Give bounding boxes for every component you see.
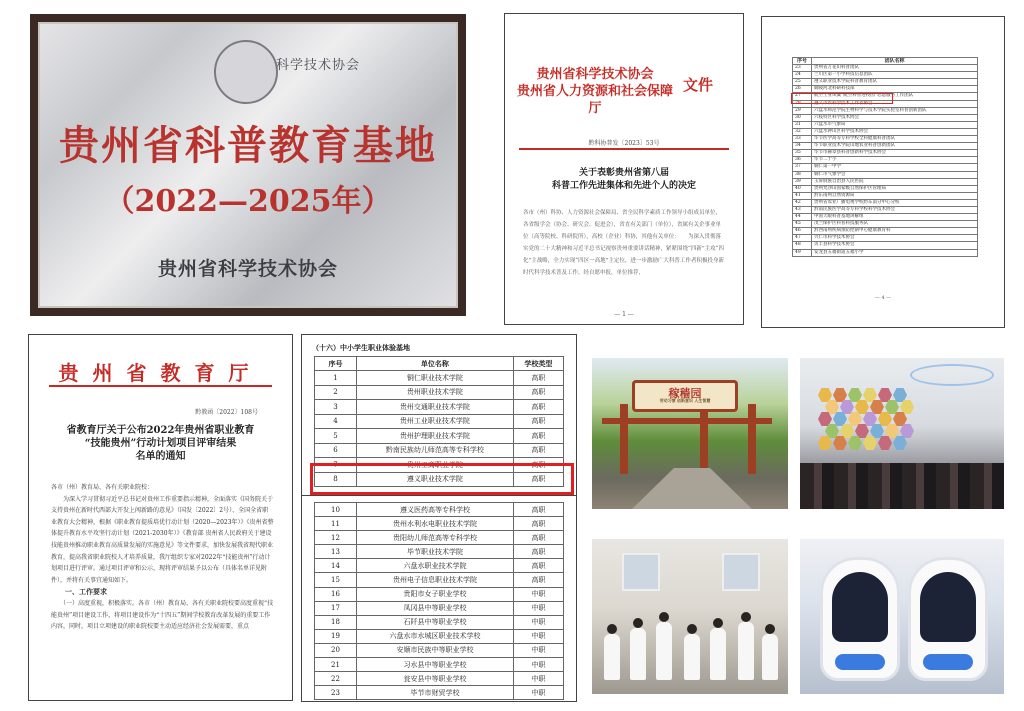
garden-sign-text: 稼穑园 [668, 387, 702, 400]
table-cell: 14 [315, 559, 357, 573]
hexagon-tile [825, 400, 839, 414]
lab-coat-person [762, 634, 778, 680]
table-cell: 36 [793, 157, 812, 164]
table-cell: 40 [793, 185, 812, 192]
hexagon-tile [863, 436, 877, 450]
garden-path [632, 468, 752, 509]
exhibition-hall-photo [800, 358, 1004, 509]
garden-sign-subtext: 劳动习惯 创新意识 人生智慧 [659, 398, 711, 403]
plaque-org: 贵州省科学技术协会 [157, 258, 338, 280]
table-row [315, 629, 564, 643]
table-cell: 43 [793, 206, 812, 213]
table-cell: 4 [315, 414, 357, 429]
table-row [793, 221, 978, 228]
doc1-body: 各市（州）科协、人力资源社会保障局、省全民科学素质工作领导小组成员单位，各省级学会（协会、研究会、促进会），省直有关部门（单位），省属有关企事业单位（高等院校、科研院所），高校（企业）科协，其他有关单位： 为深入贯彻落实党的二十大精神和习近平总书记视察贵州重要讲话精神，紧紧围绕“四新”主攻“四化”主战略，全力实现“四区一高地”主定位，进一步激励广大科普工作者积极投身新时代科学技术普及工作，经自愿申报，单位推荐， [523, 210, 724, 276]
hexagon-tile [855, 400, 869, 414]
table-cell: 贵州梵净山国家级自然保护区管理局 [812, 185, 978, 192]
table-row [793, 199, 978, 206]
doc1-header-line1: 贵州省科学技术协会 [536, 67, 654, 82]
ceiling-light-ring [910, 364, 994, 386]
table-cell: 贵州职业技术学院 [356, 385, 513, 400]
team-col-name: 团队名称 [812, 58, 978, 65]
table-cell: 20 [315, 643, 357, 657]
table-cell: 黔东南州自然资源局 [812, 192, 978, 199]
table-cell: 贵州工商职业学院 [356, 458, 513, 473]
lab-class-photo [592, 539, 788, 694]
doc4-highlight-box [310, 463, 574, 495]
lab-coat-person [684, 634, 700, 680]
table-cell: 贵阳市女子职业学校 [357, 587, 514, 601]
table-cell: 30 [793, 114, 812, 121]
table-row [315, 429, 564, 444]
doc3-body [51, 482, 274, 633]
table-cell: 41 [793, 192, 812, 199]
table-cell: 安顺市民族中等职业学校 [357, 643, 514, 657]
table-cell: 高职 [513, 371, 563, 386]
table-cell: 毕节职业技术学院 [357, 545, 514, 559]
table-cell: 27 [793, 93, 812, 100]
table-cell: 毕节二十小 [812, 157, 978, 164]
table-cell: 29 [793, 107, 812, 114]
table-cell: 贵州水利水电职业技术学院 [357, 517, 514, 531]
hexagon-tile [825, 424, 839, 438]
table-row [793, 107, 978, 114]
table-cell: 45 [793, 221, 812, 228]
person-head [659, 612, 669, 622]
table-cell: 石阡县中等职业学校 [357, 615, 514, 629]
table-row [793, 242, 978, 249]
doc1-red-rule [519, 148, 729, 150]
table-cell: 毕节市财贸学校 [357, 686, 514, 700]
hexagon-tile [818, 412, 832, 426]
table-cell: 21 [315, 658, 357, 672]
lab-coat-person [604, 634, 620, 680]
table-row [793, 214, 978, 221]
pergola-post [748, 404, 756, 474]
hexagon-tile [900, 424, 914, 438]
table-cell: 7 [315, 458, 357, 473]
table-cell: 23 [315, 686, 357, 700]
table-cell: 15 [315, 573, 357, 587]
table-cell: 18 [315, 615, 357, 629]
hexagon-tile [878, 412, 892, 426]
table-cell: 中职 [514, 643, 564, 657]
table-row [315, 615, 564, 629]
table-row [793, 136, 978, 143]
doc3-doc-number: 黔教函〔2022〕108号 [195, 409, 258, 416]
table-cell: 铜仁职业技术学院 [356, 371, 513, 386]
table-cell: 48 [793, 242, 812, 249]
hexagon-tile [900, 400, 914, 414]
lab-coat-person [738, 622, 754, 680]
table-row [793, 128, 978, 135]
table-cell: 毕节医学高等专科学校全科健康科普团队 [812, 136, 978, 143]
lab-window [722, 553, 760, 591]
table-cell: 24 [793, 72, 812, 79]
hexagon-tile [885, 400, 899, 414]
table-cell: 37 [793, 164, 812, 171]
team-table [792, 57, 978, 257]
table-cell: 39 [793, 178, 812, 185]
hexagon-tile [833, 436, 847, 450]
table-cell: 六盘水市气象局 [812, 121, 978, 128]
doc1-doc-number: 黔科协普发〔2023〕53号 [588, 140, 660, 147]
table-row [315, 559, 564, 573]
table-cell: 贵州护理职业技术学院 [356, 429, 513, 444]
hexagon-tile [878, 436, 892, 450]
hexagon-tile [863, 412, 877, 426]
hexagon-tile [893, 388, 907, 402]
table-row [793, 206, 978, 213]
doc4-upper-page [301, 334, 577, 496]
lab-coat-person [630, 628, 646, 680]
table-cell: 35 [793, 150, 812, 157]
table-cell: 遵义医药高等专科学校 [357, 503, 514, 517]
table-cell: 23 [793, 65, 812, 72]
table-row [793, 192, 978, 199]
hexagon-tile [885, 424, 899, 438]
hexagon-tile [848, 412, 862, 426]
association-logo-icon [214, 40, 278, 104]
doc1-title-line2: 科普工作先进集体和先进个人的决定 [551, 181, 696, 191]
table-row [315, 573, 564, 587]
table-cell: 贵州工业职业技术学院 [356, 414, 513, 429]
doc1-header-word: 文件 [683, 76, 714, 94]
table-cell: 毕节职业技术学院山地农业科普创新团队 [812, 143, 978, 150]
table-cell: 安龙县五福街道五福小学 [812, 249, 978, 256]
vr-pod [908, 557, 988, 681]
table-row [793, 114, 978, 121]
table-cell: 高职 [514, 503, 564, 517]
table-cell: 中职 [514, 587, 564, 601]
doc3-salutation: 各市（州）教育局、各有关职业院校： [51, 484, 154, 491]
hexagon-tile [818, 388, 832, 402]
table-cell: 44 [793, 214, 812, 221]
table-cell: 6 [315, 443, 357, 458]
table-cell: 习水县中等职业学校 [357, 658, 514, 672]
table-row [315, 672, 564, 686]
table-cell: 22 [315, 672, 357, 686]
plaque-title: 贵州省科普教育基地 [59, 122, 437, 169]
doc3-header: 贵州省教育厅 [58, 361, 263, 385]
doc3-title-line1: 省教育厅关于公布2022年贵州省职业教育 [66, 425, 255, 436]
vr-light-ring [835, 654, 885, 670]
table-cell: 中职 [514, 686, 564, 700]
doc4-col-name: 单位名称 [356, 357, 513, 371]
table-cell: 贵州省农业广播电视学校黔东南分中心分校 [812, 199, 978, 206]
doc1-header-line2: 贵州省人力资源和社会保障厅 [516, 84, 673, 116]
table-cell: 高职 [513, 385, 563, 400]
table-cell: 贵阳幼儿师范高等专科学校 [357, 531, 514, 545]
hexagon-tile [893, 412, 907, 426]
table-cell: 3 [315, 400, 357, 415]
commendation-document [504, 13, 744, 325]
table-cell: 高职 [513, 414, 563, 429]
table-row [793, 171, 978, 178]
doc1-page-number: — 1 — [614, 311, 634, 318]
table-cell: 高职 [513, 400, 563, 415]
table-cell: 中职 [514, 658, 564, 672]
doc4-caption: （十六）中小学生职业体验基地 [312, 343, 410, 352]
team-list-document [761, 16, 1005, 328]
table-cell: 12 [315, 531, 357, 545]
vr-light-ring [923, 654, 973, 670]
pergola-post [700, 404, 708, 474]
table-cell: 黔西南州疾病预防控制中心健康教育科 [812, 228, 978, 235]
table-cell: 32 [793, 128, 812, 135]
lab-coat-person [656, 622, 672, 680]
table-cell: 六盘水市水城区职业技术学校 [357, 629, 514, 643]
hexagon-tile [870, 424, 884, 438]
table-cell: 铜仁市气象学会 [812, 171, 978, 178]
table-row [315, 686, 564, 700]
table-cell: 贵州交通职业技术学院 [356, 400, 513, 415]
table-cell: 高职 [513, 472, 563, 487]
team-table-header [793, 58, 978, 65]
hexagon-tile [848, 436, 862, 450]
team-col-no: 序号 [793, 58, 812, 65]
table-cell: 航空工业凤翼“航空科普进校园”志愿服务工作团队 [812, 93, 978, 100]
table-row [793, 185, 978, 192]
table-cell: 贵州电子信息职业技术学院 [357, 573, 514, 587]
hexagon-tile [818, 436, 832, 450]
vr-seat [920, 572, 976, 642]
table-row [793, 72, 978, 79]
table-cell: 贞丰县科学技术协会 [812, 242, 978, 249]
table-cell: 高职 [514, 517, 564, 531]
doc3-title-line3: 名单的通知 [135, 451, 186, 462]
table-row [315, 587, 564, 601]
person-head [741, 612, 751, 622]
table-cell: 34 [793, 143, 812, 150]
table-cell: 黔南民族幼儿师范高等专科学校 [356, 443, 513, 458]
table-cell: 茂兰保护区科普科技服务队 [812, 221, 978, 228]
person-head [633, 618, 643, 628]
table-cell: 黔南民族医学高等专科学校科学技术协会 [812, 206, 978, 213]
table-cell: 铜仁第一中学 [812, 164, 978, 171]
person-head [607, 624, 617, 634]
table-row [315, 371, 564, 386]
doc4-col-no: 序号 [315, 357, 357, 371]
table-cell: 遵义职业技术学院 [356, 472, 513, 487]
table-cell: 六盘水师范学院生物科学与技术学院实验室科普创新团队 [812, 107, 978, 114]
table-cell: 六枝特区科学技术协会 [812, 114, 978, 121]
table-row [793, 121, 978, 128]
lab-window [622, 553, 660, 591]
education-notice-document [28, 334, 293, 701]
table-cell: 25 [793, 79, 812, 86]
table-cell: 49 [793, 249, 812, 256]
table-cell: 19 [315, 629, 357, 643]
doc2-page-number: — 4 — [874, 295, 892, 301]
table-cell: 六盘水职业技术学院 [357, 559, 514, 573]
hexagon-tile [840, 424, 854, 438]
table-cell: 中职 [514, 615, 564, 629]
pergola-beam [602, 418, 772, 424]
table-row [793, 143, 978, 150]
table-cell: 28 [793, 100, 812, 107]
table-cell: 46 [793, 228, 812, 235]
table-cell: 凤冈县中等职业学校 [357, 601, 514, 615]
vr-pod [820, 557, 900, 681]
table-cell: 47 [793, 235, 812, 242]
person-head [765, 624, 775, 634]
table-cell: 38 [793, 171, 812, 178]
doc3-title-line2: “技能贵州”行动计划项目评审结果 [84, 438, 237, 449]
table-cell: 8 [315, 472, 357, 487]
table-row [793, 86, 978, 93]
table-cell: 高职 [514, 531, 564, 545]
table-row [793, 228, 978, 235]
table-row [315, 517, 564, 531]
table-cell: 13 [315, 545, 357, 559]
hexagon-tile [855, 424, 869, 438]
table-cell: 兰川区第一小学科技信息团队 [812, 72, 978, 79]
table-cell: 遵义市农科学技术工作者协会 [812, 100, 978, 107]
doc3-section-heading: 一、工作要求 [51, 587, 107, 597]
table-row [315, 443, 564, 458]
table-cell: 高职 [513, 458, 563, 473]
table-cell: 高职 [514, 559, 564, 573]
table-row [315, 503, 564, 517]
table-cell: 31 [793, 121, 812, 128]
table-cell: 贵州省万花山科普团队 [812, 65, 978, 72]
doc4-table-bottom [314, 502, 564, 700]
vr-pods-photo [800, 539, 1004, 694]
doc1-header [515, 66, 675, 117]
table-cell: 毕节市赫章县科普创新科学技术协会 [812, 150, 978, 157]
plaque-logo-text: 科学技术协会 [276, 58, 361, 73]
table-cell: 六盘水钟山区科学技术协会 [812, 128, 978, 135]
doc3-paragraph-1: 为深入学习贯彻习近平总书记对贵州工作重要指示精神，全面落实《国务院关于支持贵州在新时代西部大开发上闯新路的意见》（国发〔2022〕2号）、全国全省职业教育大会精神，根据《职业教育提质培优行动计划（2020—2023年）》《贵州省整体提升教育水平攻坚行动计划（2021-2030年）》《教育部 贵州省人民政府关于建设技能贵州推动职业教育高质量发展的实施意见》等文件要求，加快发展我省现代职业教育，提高我省职业院校人才培养质量，我厅组织专家对2022年“技能贵州”行动计划项目进行评审。通过项目评审和公示，现将评审结果予以公布（具体名单详见附件），并将有关事宜通知如下。 [51, 495, 274, 584]
doc4-col-type: 学校类型 [513, 357, 563, 371]
lab-coat-person [710, 628, 726, 680]
vocational-base-table-document [301, 334, 575, 701]
table-cell: 瓮安县中等职业学校 [357, 672, 514, 686]
pergola-post [620, 404, 628, 474]
doc4-table-header [315, 357, 564, 371]
table-cell: 5 [315, 429, 357, 444]
doc1-title-line1: 关于表彰贵州省第八届 [578, 168, 669, 178]
table-row [793, 235, 978, 242]
hexagon-tile [848, 388, 862, 402]
plaque-panel [38, 22, 458, 308]
table-cell: 兴仁市科学技术协会 [812, 235, 978, 242]
hexagon-tile [840, 400, 854, 414]
table-cell: 10 [315, 503, 357, 517]
table-row [793, 65, 978, 72]
table-cell: 2 [315, 385, 357, 400]
table-cell: 17 [315, 601, 357, 615]
table-row [793, 178, 978, 185]
table-cell: 中职 [514, 629, 564, 643]
person-head [713, 618, 723, 628]
table-row [315, 601, 564, 615]
vr-seat [832, 572, 888, 642]
table-cell: 中职 [514, 601, 564, 615]
table-row [315, 414, 564, 429]
table-cell: 高职 [513, 429, 563, 444]
doc3-title [43, 424, 278, 463]
table-cell: 玉屏侗族自治县人民医院 [812, 178, 978, 185]
person-head [687, 624, 697, 634]
table-row [315, 545, 564, 559]
table-cell: 26 [793, 86, 812, 93]
plaque-photo [30, 14, 466, 316]
garden-sign [632, 380, 738, 412]
table-cell: 11 [315, 517, 357, 531]
doc4-lower-page [301, 494, 577, 702]
table-row [793, 150, 978, 157]
table-row [793, 79, 978, 86]
table-cell: 遵义职业技术学院科普教育团队 [812, 79, 978, 86]
table-cell: 铜陵河北科研科技部 [812, 86, 978, 93]
table-row [315, 658, 564, 672]
plaque-period: （2022—2025年） [104, 184, 392, 219]
table-cell: 1 [315, 371, 357, 386]
team-highlight-box [791, 93, 893, 104]
visitor-crowd [800, 463, 1004, 509]
garden-photo [592, 358, 788, 509]
table-cell: 高职 [514, 545, 564, 559]
hexagon-tile [833, 388, 847, 402]
table-row [315, 385, 564, 400]
hexagon-tile [863, 388, 877, 402]
table-cell: 16 [315, 587, 357, 601]
table-row [793, 249, 978, 256]
doc3-paragraph-2: （一）高度重视，积极落实。各市（州）教育局、各有关职业院校要高度重视“技能贵州”项目建设工作，将项目建设作为“十四五”期间学校教育改革发展的重要工作内容，同时，项目立项建设的职业院校要主动适应经济社会发展需要，重点 [51, 599, 274, 631]
table-row [793, 164, 978, 171]
table-cell: 高职 [514, 573, 564, 587]
table-row [315, 531, 564, 545]
hexagon-tile [833, 412, 847, 426]
hexagon-tile [878, 388, 892, 402]
hexagon-tile [870, 400, 884, 414]
table-cell: 33 [793, 136, 812, 143]
doc3-red-rule [49, 385, 272, 387]
table-row [315, 400, 564, 415]
table-cell: 高职 [513, 443, 563, 458]
table-row [315, 643, 564, 657]
table-cell: 中国天眼科普基地讲解组 [812, 214, 978, 221]
table-cell: 42 [793, 199, 812, 206]
hexagon-tile [893, 436, 907, 450]
doc1-title [517, 167, 731, 193]
table-cell: 中职 [514, 672, 564, 686]
table-row [793, 157, 978, 164]
